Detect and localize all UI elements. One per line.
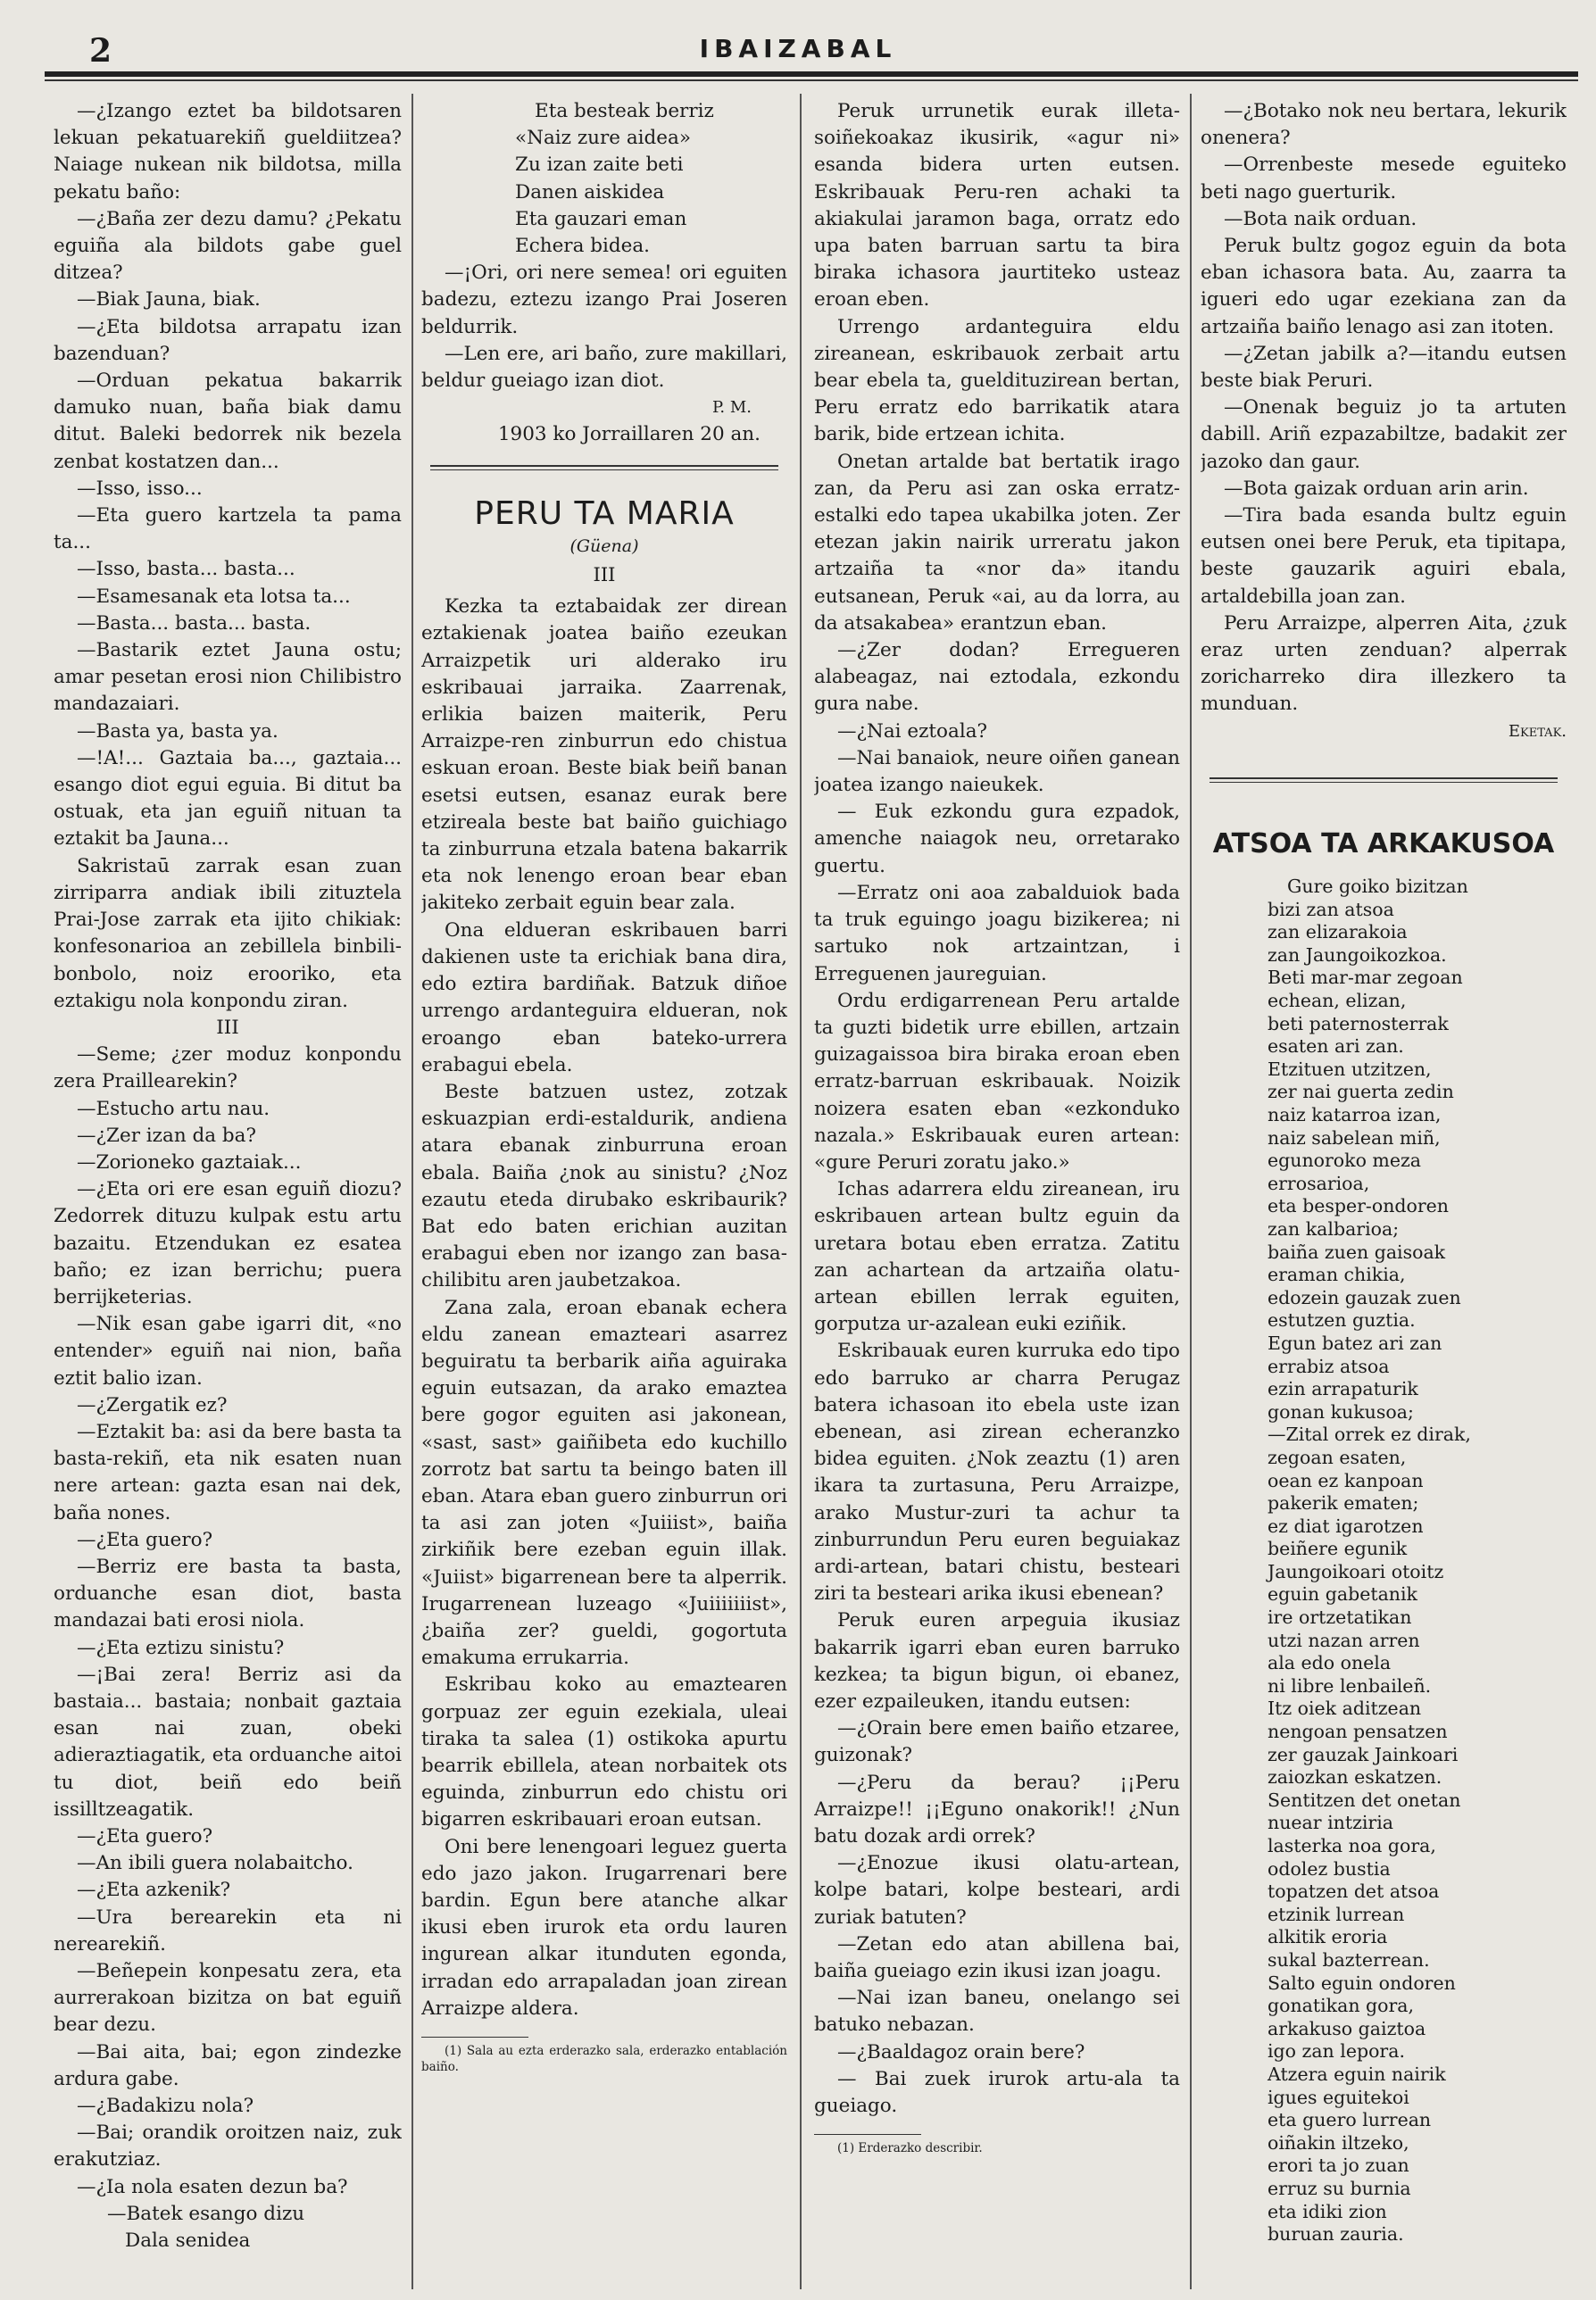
verse-line: ire ortzetatikan	[1268, 1607, 1412, 1629]
paragraph: —Erratz oni aoa zabalduiok bada ta truk eguingo joagu bizikerea; ni sartuko nok artzaintzan, i Erreguenen jaureguian.	[814, 881, 1180, 985]
verse-line: beti paternosterrak	[1268, 1012, 1449, 1034]
verse-line: etzinik lurrean	[1268, 1903, 1405, 1925]
paragraph: —Basta ya, basta ya.	[77, 719, 278, 743]
chapter-number: III	[593, 564, 616, 586]
verse-line: Egun batez ari zan	[1268, 1332, 1442, 1354]
paragraph: —Zorioneko gaztaiak...	[77, 1150, 302, 1174]
paragraph: —!A!... Gaztaia ba..., gaztaia... esango diot egui eguia. Bi ditut ba ostuak, eta jan eguiñ nituan ta eztakit ba Jauna...	[54, 746, 402, 851]
verse-line: Eta besteak berriz	[535, 100, 714, 122]
verse-line: pakerik ematen;	[1268, 1492, 1419, 1515]
page-number: 2	[89, 32, 112, 70]
verse-line: zan elizarakoia	[1268, 921, 1408, 943]
verse-line: Beti mar-mar zegoan	[1268, 967, 1463, 989]
article-continuation	[54, 98, 402, 2254]
poem-body	[1201, 876, 1567, 2246]
verse-line: ni libre lenbaileñ.	[1268, 1674, 1432, 1697]
paragraph: Eskribau koko au emaztearen gorpuaz zer eguin ezekiala, uleai tiraka ta salea (1) ostikoka apurtu bearrik ebillela, atean norbaitek ots eguinda, zinburrun edo chistu ori bigarren eskribauari eroan eutsan.	[421, 1673, 787, 1831]
paragraph: —Bota naik orduan.	[1224, 207, 1417, 230]
paragraph: —¿Baaldagoz orain bere?	[837, 2040, 1085, 2063]
verse-line: eta besper-ondoren	[1268, 1195, 1450, 1217]
paragraph: — Euk ezkondu gura ezpadok, amenche naiagok neu, orretarako guertu.	[814, 801, 1180, 877]
footnote-rule	[421, 2037, 528, 2038]
paragraph: —Nai banaiok, neure oiñen ganean joatea izango naieukek.	[814, 746, 1180, 797]
verse-line: errabiz atsoa	[1268, 1355, 1390, 1377]
verse-line: nengoan pensatzen	[1268, 1721, 1448, 1743]
verse-line: Itz oiek aditzean	[1268, 1698, 1422, 1720]
paragraph: —Seme; ¿zer moduz konpondu zera Praillearekin?	[54, 1043, 402, 1093]
verse-line: oiñakin iltzeko,	[1268, 2131, 1409, 2154]
section-separator	[1209, 777, 1558, 783]
paragraph: —¿Eta guero?	[77, 1825, 213, 1847]
verse-line: estutzen guztia.	[1268, 1309, 1416, 1332]
verse-line: Atzera eguin nairik	[1268, 2063, 1446, 2085]
verse-line: Danen aiskidea	[515, 180, 665, 203]
paragraph: Ona eldueran eskribauen barri dakienen uste ta erichiak bana dira, edo eztira bardiñak. Batzuk diñoe urrengo ardanteguira eldueran, nok eroango eban bateko-urrera erabagui ebela.	[421, 918, 787, 1076]
paragraph: Beste batzuen ustez, zotzak eskuazpian erdi-estaldurik, andiena atara ebanak zinburruna eroan ebala. Baiña ¿nok au sinistu? ¿Noz ezautu eteda dirubako eskribaurik? Bat edo baten erichian auzitan erabagui eben nor izango zan basa-chilibitu aren jaubetzakoa.	[421, 1080, 787, 1292]
paragraph: —Basta... basta... basta.	[77, 611, 312, 635]
paragraph: Eskribauak euren kurruka edo tipo edo barruko ar charra Perugaz batera ichasoan ito ebela uste izan ebenean, asi zirean echeranzko bidea eguiten. ¿Nok zeaztu (1) aren ikara ta zurtasuna, Peru Arraizpe, arako Mustur-zuri ta achur ta zinburrundun Peru euren beguiakaz ardi-artean, batari chistu, besteari ziri ta besteari arika ikusi ebenean?	[814, 1340, 1180, 1606]
verse-line: eta idiki zion	[1268, 2200, 1387, 2222]
paragraph: Oni bere lenengoari leguez guerta edo jazo jakon. Irugarrenari bere bardin. Egun bere atanche alkar ikusi eben irurok eta ordu lauren ingurean alkar itunduten egonda, irradan edo arrapaladan joan zirean Arraizpe aldera.	[421, 1835, 787, 2020]
paragraph: Onetan artalde bat bertatik irago zan, da Peru asi zan oska erratz-estalki edo tapea ukabilka joten. Zer etezan jakin nairik urreratu jakon artzaiña ta «nor da» itandu eutsanean, Peruk «ai, au da lorra, au da atsakabea» erantzun eban.	[814, 450, 1180, 635]
paragraph: —¿Zer dodan? Erregueren alabeagaz, nai eztodala, ezkondu gura nabe.	[814, 639, 1180, 716]
paragraph: —Berriz ere basta ta basta, orduanche esan diot, basta mandazai bati erosi niola.	[54, 1555, 402, 1632]
verse-line: Zu izan zaite beti	[515, 154, 684, 177]
paragraph: —¿Zetan jabilk a?—itandu eutsen beste biak Peruri.	[1201, 342, 1567, 393]
footnote: (1) Sala au ezta erderazko sala, erderazko entablación baiño.	[421, 2044, 787, 2075]
paragraph: —¿Eta bildotsa arrapatu izan bazenduan?	[54, 315, 402, 365]
paragraph: —Bai; orandik oroitzen naiz, zuk erakutziaz.	[54, 2121, 402, 2171]
poem-title: ATSOA TA ARKAKUSOA	[1212, 827, 1555, 859]
verse-line: ezin arrapaturik	[1268, 1378, 1418, 1400]
paragraph: —¿Eta ori ere esan eguiñ diozu? Zedorrek dituzu kulpak estu artu bazaitu. Etzendukan ez esatea baño; ez izan berrichu; puera berrijketerias.	[54, 1178, 402, 1308]
article-subtitle: (Güena)	[569, 536, 639, 556]
verse-line: sukal bazterrean.	[1268, 1948, 1430, 1971]
verse-line: alkitik eroria	[1268, 1926, 1388, 1948]
paragraph: Zana zala, eroan ebanak echera eldu zanean emazteari asarrez beguiratu ta berbarik aiña aguiraka eguin eutsazan, da arako emaztea bere gogor eguiten asi jakonean, «sast, sast» gaiñibeta edo kuchillo zorrotz bat sartu ta beingo baten ill eban. Atara eban guero zinburrun ori ta asi zan joten «Juiiist», baiña zirkiñik bere ezeban eguin illak. «Juiist» bigarrenean bere ta alperrik. Irugarrenean luzeago «Juiiiiiiist», ¿baiña zer? gueldi, gogortuta emakuma errukarria.	[421, 1296, 787, 1670]
verse-line: Echera bidea.	[515, 235, 651, 258]
paragraph: —Len ere, ari baño, zure makillari, beldur gueiago izan diot.	[421, 342, 787, 393]
verse-line: Etzituen utzitzen,	[1268, 1058, 1432, 1080]
verse-line: igues eguitekoi	[1268, 2086, 1409, 2108]
paragraph: —¿Enozue ikusi olatu-artean, kolpe batari, kolpe besteari, ardi zuriak batuten?	[814, 1852, 1180, 1929]
article-title-peru-ta-maria: PERU TA MARIA	[474, 494, 735, 532]
verse-line: Jaungoikoari otoitz	[1268, 1560, 1444, 1582]
paragraph: Kezka ta eztabaidak zer direan eztakienak joatea baiño ezeukan Arraizpetik uri alderako iru eskribauai jarraika. Zaarrenak, erlikia baizen maiterik, Peru Arraizpe-ren zinburrun edo chistua eskuan eroan. Beste biak beiñ banan esetsi eutsen, esanaz eurak bere etzireala beste bat baiño guichiago ta zinburruna etzala batena bakarrik eta nok lenengo eroan bear eban jakiteko zerbait eguin bear zala.	[421, 595, 787, 915]
author-signature: P. M.	[711, 398, 752, 418]
article-date: 1903 ko Jorraillaren 20 an.	[497, 423, 761, 446]
paragraph: —¿Izango eztet ba bildotsaren lekuan pekatuarekiñ gueldiitzea? Naiage nukean nik bildotsa, milla pekatu baño:	[54, 100, 402, 203]
paragraph: Peruk urrunetik eurak illeta-soiñekoakaz ikusirik, «agur ni» esanda bidera urten eutsen. Eskribauak Peru-ren achaki ta akiakulai jaramon baga, orratz edo upa baten barruan sartu ta bira biraka ichasora jaurtiteko usteaz eroan eben.	[814, 100, 1180, 311]
paragraph: Ichas adarrera eldu zireanean, iru eskribauen artean bultz eguin da uretara botau eben erratza. Zatitu zan achartean da artzaiña olatu-artean ebillen lerrak eguiten, gorputza ur-azalean euki eziñik.	[814, 1178, 1180, 1336]
verse-line: zer gauzak Jainkoari	[1268, 1743, 1459, 1765]
paragraph: —¡Ori, ori nere semea! ori eguiten badezu, eztezu izango Prai Joseren beldurrik.	[421, 262, 787, 338]
verse-line: nuear intziria	[1268, 1812, 1394, 1834]
paragraph: —Biak Jauna, biak.	[77, 288, 261, 311]
article-body	[421, 594, 787, 2022]
paragraph: —¿Baña zer dezu damu? ¿Pekatu eguiña ala bildots gabe guel ditzea?	[54, 207, 402, 285]
paragraph: —Esamesanak eta lotsa ta...	[77, 585, 351, 608]
column-divider	[1190, 94, 1192, 2289]
paragraph: Sakristaū zarrak esan zuan zirriparra andiak ibili zituztela Prai-Jose zarrak eta ijito chikiak: konfesonarioa an zebillela binbili-bonbolo, noiz erooriko, eta eztakigu nola konpondu ziran.	[54, 854, 402, 1012]
verse-line: eguin gabetanik	[1268, 1583, 1417, 1606]
verse-line: zan Jaungoikozkoa.	[1268, 943, 1447, 966]
verse-line: lasterka noa gora,	[1268, 1835, 1436, 1857]
paragraph: —Isso, isso...	[77, 477, 203, 500]
paragraph: —Ura berearekin eta ni nerearekiñ.	[54, 1906, 402, 1955]
author-signature: Eketak.	[1508, 721, 1567, 741]
paragraph: —¿Botako nok neu bertara, lekurik onenera?	[1201, 100, 1567, 150]
paragraph: Dala senidea	[125, 2229, 251, 2253]
verse-line: beiñere egunik	[1268, 1538, 1408, 1560]
paragraph: —Orrenbeste mesede eguiteko beti nago guerturik.	[1201, 154, 1567, 203]
paragraph: —Orduan pekatua bakarrik damuko nuan, baña biak damu ditut. Baleki bedorrek nik bezela zenbat kostatzen dan...	[54, 369, 402, 473]
verse-line: gonatikan gora,	[1268, 1995, 1415, 2017]
paragraph: Urrengo ardanteguira eldu zireanean, eskribauok zerbait artu bear ebela ta, gueldituzirean bertan, Peru erratz edo barrikatik atara barik, bide ertzean ichita.	[814, 315, 1180, 446]
verse-line: zer nai guerta zedin	[1268, 1081, 1454, 1103]
verse-line: zaiozkan eskatzen.	[1268, 1766, 1442, 1789]
article-ending	[1201, 98, 1567, 718]
verse-line: Eta gauzari eman	[515, 207, 687, 230]
verse-line: erruz su burnia	[1268, 2177, 1411, 2199]
verse-line: eta guero lurrean	[1268, 2109, 1432, 2131]
paragraph: —Isso, basta... basta...	[77, 558, 295, 581]
paragraph: —¡Bai zera! Berriz asi da bastaia... bastaia; nonbait gaztaia esan nai zuan, obeki adieraztiagatik, eta orduanche aitoi tu diot, beiñ edo beiñ issilltzeagatik.	[54, 1663, 402, 1821]
verse-block	[421, 98, 787, 260]
verse-line: ez diat igarotzen	[1268, 1515, 1424, 1537]
paragraph: —Zetan edo atan abillena bai, baiña gueiago ezin ikusi izan joagu.	[814, 1932, 1180, 1983]
paragraph: —Onenak beguiz jo ta artuten dabill. Ariñ ezpazabiltze, badakit zer jazoko dan gaur.	[1201, 396, 1567, 473]
verse-line: erori ta jo zuan	[1268, 2155, 1409, 2177]
verse-line: Sentitzen det onetan	[1268, 1789, 1461, 1811]
header-rule-thin	[45, 79, 1578, 81]
column-2	[421, 98, 787, 2276]
paragraph: — Bai zuek irurok artu-ala ta gueiago.	[814, 2067, 1180, 2118]
verse-line: Salto eguin ondoren	[1268, 1972, 1456, 1994]
column-divider	[411, 94, 413, 2289]
paragraph: —¿Zer izan da ba?	[77, 1124, 257, 1147]
paragraph: —Eztakit ba: asi da bere basta ta basta-rekiñ, eta nik esaten nuan nere artean: gazta esan nai dek, baña nones.	[54, 1420, 402, 1524]
paragraph: —Estucho artu nau.	[77, 1097, 270, 1120]
column-4	[1201, 98, 1567, 2276]
verse-line: esaten ari zan.	[1268, 1035, 1404, 1058]
paragraph: —¿Zergatik ez?	[77, 1393, 228, 1416]
verse-line: naiz sabelean miñ,	[1268, 1126, 1441, 1149]
verse-line: echean, elizan,	[1268, 990, 1407, 1012]
paragraph: —¿Eta azkenik?	[77, 1879, 231, 1902]
footnote: (1) Erderazko describir.	[837, 2141, 983, 2156]
paragraph: —Bastarik eztet Jauna ostu; amar pesetan erosi nion Chilibistro mandazaiari.	[54, 639, 402, 716]
verse-line: topatzen det atsoa	[1268, 1881, 1440, 1903]
verse-line: arkakuso gaiztoa	[1268, 2017, 1426, 2039]
verse-line: utzi nazan arren	[1268, 1629, 1420, 1651]
verse-line: buruan zauria.	[1268, 2223, 1404, 2246]
paragraph: —¿Nai eztoala?	[837, 719, 988, 743]
column-3	[814, 98, 1180, 2276]
verse-line: Gure goiko bizitzan	[1287, 876, 1468, 898]
paragraph: Peruk bultz gogoz eguin da bota eban ichasora bata. Au, zaarra ta igueri edo ugar ezekiana zan da artzaiña baiño lenago asi zan itoten.	[1201, 235, 1567, 338]
verse-line: oean ez kanpoan	[1268, 1469, 1424, 1491]
article-body-continued	[814, 98, 1180, 2120]
paragraph: —Bota gaizak orduan arin arin.	[1224, 477, 1529, 500]
verse-line: igo zan lepora.	[1268, 2040, 1405, 2063]
verse-line: gonan kukusoa;	[1268, 1400, 1414, 1423]
paragraph: —¿Ia nola esaten dezun ba?	[77, 2175, 348, 2198]
verse-line: egunoroko meza	[1268, 1150, 1422, 1172]
paragraph: —¿Eta eztizu sinistu?	[77, 1636, 285, 1659]
paragraph: —¿Eta guero?	[77, 1528, 213, 1551]
footnote-rule	[814, 2134, 921, 2135]
paragraph: —Nai izan baneu, onelango sei batuko nebazan.	[814, 1987, 1180, 2037]
page-header	[0, 0, 1596, 86]
verse-line: zegoan esaten,	[1268, 1446, 1407, 1468]
verse-line: ala edo onela	[1268, 1652, 1392, 1674]
paragraph: —An ibili guera nolabaitcho.	[77, 1852, 353, 1875]
paragraph: III	[216, 1016, 239, 1039]
verse-line: edozein gauzak zuen	[1268, 1286, 1461, 1308]
section-separator	[430, 465, 778, 470]
verse-line: zan kalbarioa;	[1268, 1217, 1400, 1240]
paragraph: Ordu erdigarrenean Peru artalde ta guzti bidetik urre ebillen, artzain guizagaissoa bira biraka eroan eben erratz-barruan eskribauak. Noizik noizera esaten eban «ezkonduko nazala.» Eskribauak euren artean: «gure Peruri zoratu jako.»	[814, 989, 1180, 1174]
verse-line: bizi zan atsoa	[1268, 898, 1394, 920]
verse-line: —Zital orrek ez dirak,	[1268, 1424, 1471, 1446]
verse-line: «Naiz zure aidea»	[515, 127, 691, 150]
paragraph: Peruk euren arpeguia ikusiaz bakarrik igarri eban euren barruko kezkea; ta bigun bigun, oi ebanez, ezer ezpaileuken, itandu eutsen:	[814, 1609, 1180, 1713]
verse-line: baiña zuen gaisoak	[1268, 1241, 1446, 1263]
paragraph: —Batek esango dizu	[107, 2202, 305, 2225]
article-ending	[421, 260, 787, 394]
paragraph: —Beñepein konpesatu zera, eta aurrerakoan bizitza on bat eguiñ bear dezu.	[54, 1960, 402, 2037]
header-rule-thick	[45, 71, 1578, 77]
paragraph: —Tira bada esanda bultz eguin eutsen onei bere Peruk, eta tipitapa, beste gauzarik aguiri ebala, artaldebilla joan zan.	[1201, 504, 1567, 608]
paragraph: —¿Orain bere emen baiño etzaree, guizonak?	[814, 1717, 1180, 1767]
paragraph: —¿Badakizu nola?	[77, 2095, 254, 2118]
column-1	[54, 98, 402, 2276]
verse-line: odolez bustia	[1268, 1857, 1391, 1880]
paragraph: —Nik esan gabe igarri dit, «no entender» eguiñ nai nion, baña eztit balio izan.	[54, 1313, 402, 1390]
paragraph: —Eta guero kartzela ta pama ta...	[54, 504, 402, 554]
paragraph: —¿Peru da berau? ¡¡Peru Arraizpe!! ¡¡Eguno onakorik!! ¿Nun batu dozak ardi orrek?	[814, 1771, 1180, 1847]
verse-line: naiz katarroa izan,	[1268, 1104, 1442, 1126]
verse-line: errosarioa,	[1268, 1172, 1370, 1194]
masthead-title: IBAIZABAL	[699, 34, 897, 63]
verse-line: eraman chikia,	[1268, 1264, 1406, 1286]
paragraph: —Bai aita, bai; egon zindezke ardura gabe.	[54, 2040, 402, 2090]
paragraph: Peru Arraizpe, alperren Aita, ¿zuk eraz urten zenduan? alperrak zoricharreko dira illezkero ta munduan.	[1201, 611, 1567, 716]
column-divider	[800, 94, 802, 2289]
